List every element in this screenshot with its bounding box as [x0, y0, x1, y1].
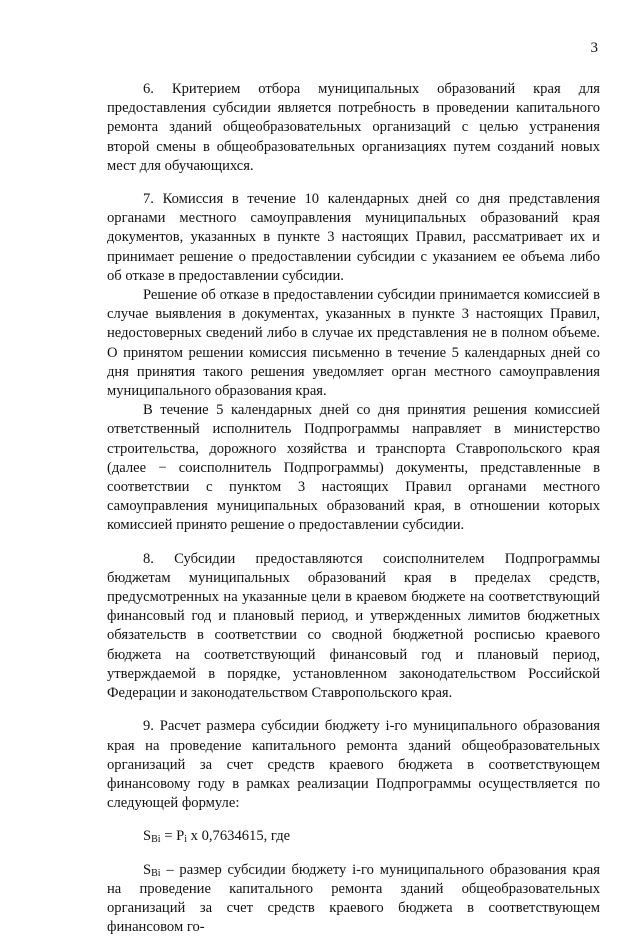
- paragraph-8: 8. Субсидии предоставляются соисполнителем Подпрограммы бюджетам муниципальных образований края в пределах средств, предусмотренных на указанные цели в краевом бюджете на соответствующий финансовый год и плановый период, и утвержденных лимитов бюджетных обязательств в соответствии со сводной бюджетной росписью краевого бюджета на соответствующий финансовый год и плановый период, утверждаемой в порядке, установленном законодательством Российской Федерации и законодательством Ставропольского края.: [107, 550, 600, 702]
- paragraph-6: 6. Критерием отбора муниципальных образований края для предоставления субсидии является потребность в проведении капитального ремонта зданий общеобразовательных организаций с целью устранения второй смены в общеобразовательных организациях путем созданий новых мест для обучающихся.: [107, 81, 600, 174]
- paragraph-7-commission: 7. Комиссия в течение 10 календарных дней со дня представления органами местного самоуправления муниципальных образований края документов, указанных в пункте 3 настоящих Правил, рассматривает их и принимает решение о предоставлении субсидии с указанием ее объема либо об отказе в предоставлении субсидии.: [107, 191, 600, 284]
- formula-s-subscript: Bi: [151, 834, 161, 846]
- formula-definition: [107, 861, 600, 937]
- paragraph-9: 9. Расчет размера субсидии бюджету i-го муниципального образования края на проведение капитального ремонта зданий общеобразовательных организаций за счет средств краевого бюджета в соответствующем финансовому году в рамках реализации Подпрограммы осуществляется по следующей формуле:: [107, 718, 600, 812]
- definition-s-subscript: Bi: [151, 867, 161, 879]
- page-number: 3: [590, 40, 598, 56]
- formula-equals-p: = P: [160, 828, 185, 845]
- subsidy-formula: [107, 827, 600, 846]
- formula-p-subscript: i: [184, 834, 188, 846]
- paragraph-7-transfer: В течение 5 календарных дней со дня принятия решения комиссией ответственный исполнитель Подпрограммы направляет в министерство строительства, дорожного хозяйства и транспорта Ставропольского края (далее − соисполнитель Подпрограммы) документы, представленные в соответствии с пунктом 3 настоящих Правил органами местного самоуправления муниципальных образований края, в отношении которых комиссией принято решение о предоставлении субсидии.: [107, 402, 600, 534]
- definition-text: – размер субсидии бюджету i-го муниципального образования края на проведение капитального ремонта зданий общеобразовательных организаций за счет средств краевого бюджета в соответствующем финансовом го-: [107, 861, 600, 936]
- formula-s: S: [143, 828, 152, 845]
- formula-coefficient: x 0,7634615, где: [187, 828, 291, 845]
- definition-s: S: [143, 861, 152, 878]
- document-body: [107, 80, 600, 937]
- paragraph-7-refusal: Решение об отказе в предоставлении субсидии принимается комиссией в случае выявления в документах, указанных в пункте 3 настоящих Правил, недостоверных сведений либо в случае их представления не в полном объеме. О принятом решении комиссия письменно в течение 5 календарных дней со дня принятия такого решения уведомляет орган местного самоуправления муниципального образования края.: [107, 287, 600, 400]
